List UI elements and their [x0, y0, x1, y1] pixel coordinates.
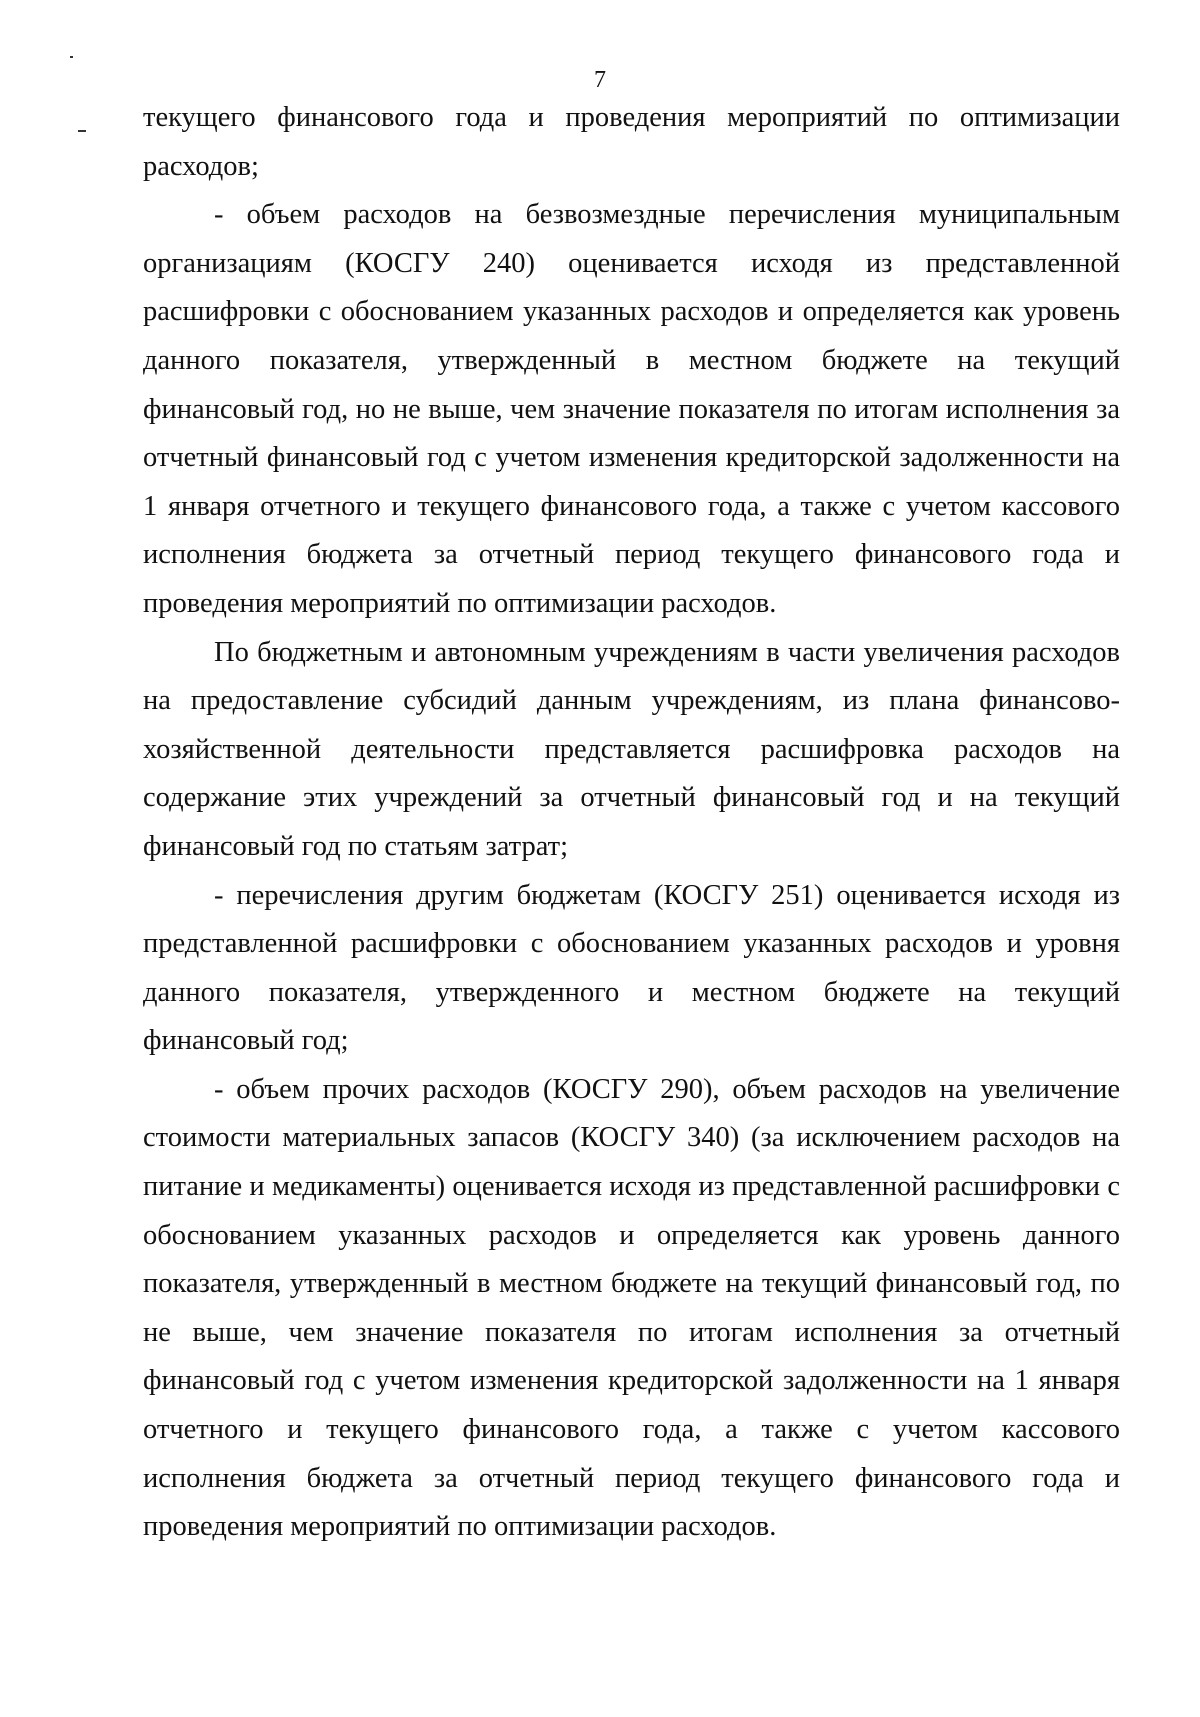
scan-speck [78, 130, 86, 132]
paragraph-kosgu-240: - объем расходов на безвозмездные перечисления муниципальным организациям (КОСГУ 240) оценивается исходя из представленной расшифровки с обоснованием указанных расходов и определяется как уровень данного показателя, утвержденный в местном бюджете на текущий финансовый год, но не выше, чем значение показателя по итогам исполнения за отчетный финансовый год с учетом изменения кредиторской задолженности на 1 января отчетного и текущего финансового года, а также с учетом кассового исполнения бюджета за отчетный период текущего финансового года и проведения мероприятий по оптимизации расходов. [143, 199, 1120, 619]
scan-speck [70, 56, 73, 58]
page-number: 7 [594, 67, 606, 93]
paragraph-institutions: По бюджетным и автономным учреждениям в части увеличения расходов на предоставление субсидий данным учреждениям, из плана финансово-хозяйственной деятельности представляется расшифровка расходов на содержание этих учреждений за отчетный финансовый год и на текущий финансовый год по статьям затрат; [143, 636, 1120, 862]
paragraph-continuation: текущего финансового года и проведения мероприятий по оптимизации расходов; [143, 102, 1120, 182]
paragraph-kosgu-290-340: - объем прочих расходов (КОСГУ 290), объем расходов на увеличение стоимости материальных запасов (КОСГУ 340) (за исключением расходов на питание и медикаменты) оценивается исходя из представленной расшифровки с обоснованием указанных расходов и определяется как уровень данного показателя, утвержденный в местном бюджете на текущий финансовый год, по не выше, чем значение показателя по итогам исполнения за отчетный финансовый год с учетом изменения кредиторской задолженности на 1 января отчетного и текущего финансового года, а также с учетом кассового исполнения бюджета за отчетный период текущего финансового года и проведения мероприятий по оптимизации расходов. [143, 1073, 1120, 1543]
paragraph-kosgu-251: - перечисления другим бюджетам (КОСГУ 251) оценивается исходя из представленной расшифровки с обоснованием указанных расходов и уровня данного показателя, утвержденного и местном бюджете на текущий финансовый год; [143, 879, 1120, 1057]
document-body [143, 94, 1120, 1552]
